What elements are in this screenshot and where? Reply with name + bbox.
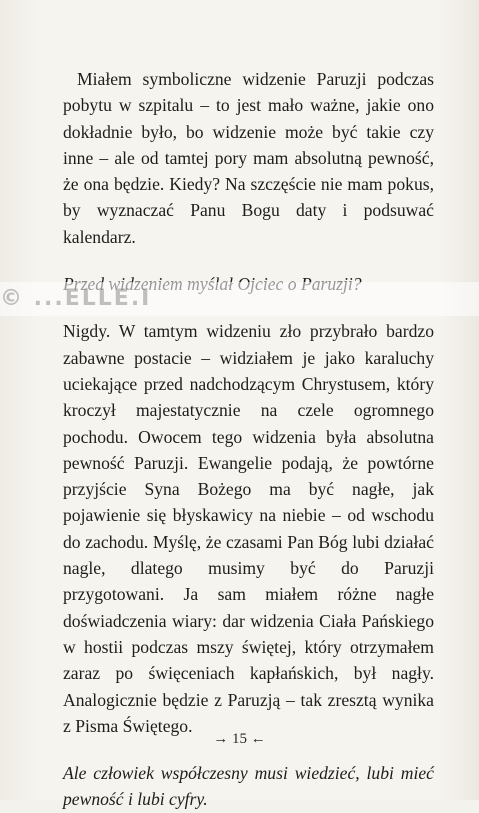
paragraph-answer-2: Nigdy. W tamtym widzeniu zło przybrało bardzo zabawne postacie – widziałem je jako karaluchy uciekające przed nadchodzącym Chrystusem, który kroczył majestatycznie na czele ogromnego pochodu. Owocem tego widzenia była absolutna pewność Paruzji. Ewangelie podają, że powtórne przyjście Syna Bożego ma być nagłe, jak pojawienie się błyskawicy na niebie – od wschodu do zachodu. Myślę, że czasami Pan Bóg lubi działać nagle, dlatego musimy być do Paruzji przygotowani. Ja sam miałem różne nagłe doświadczenia wiary: dar widzenia Ciała Pańskiego w hostii podczas mszy świętej, który otrzymałem zaraz po święceniach kapłańskich, był nagły. Analogicznie będzie z Paruzją – tak zresztą wynika z Pisma Świętego. (63, 321, 434, 736)
paragraph-answer-1: Miałem symboliczne widzenie Paruzji podczas pobytu w szpitalu – to jest mało ważne, jakie ono dokładnie było, bo widzenie może być takie czy inne – ale od tamtej pory mam absolutną pewność, że ona będzie. Kiedy? Na szczęście nie mam pokus, by wyznaczać Panu Bogu daty i podsuwać kalendarz. (63, 69, 434, 247)
watermark-band: © ...ELLE.I (0, 282, 479, 316)
body-text (63, 66, 434, 813)
paragraph-question-2: Ale człowiek współczesny musi wiedzieć, lubi mieć pewność i lubi cyfry. (63, 763, 434, 810)
page-number: → 15 ← (213, 731, 266, 747)
